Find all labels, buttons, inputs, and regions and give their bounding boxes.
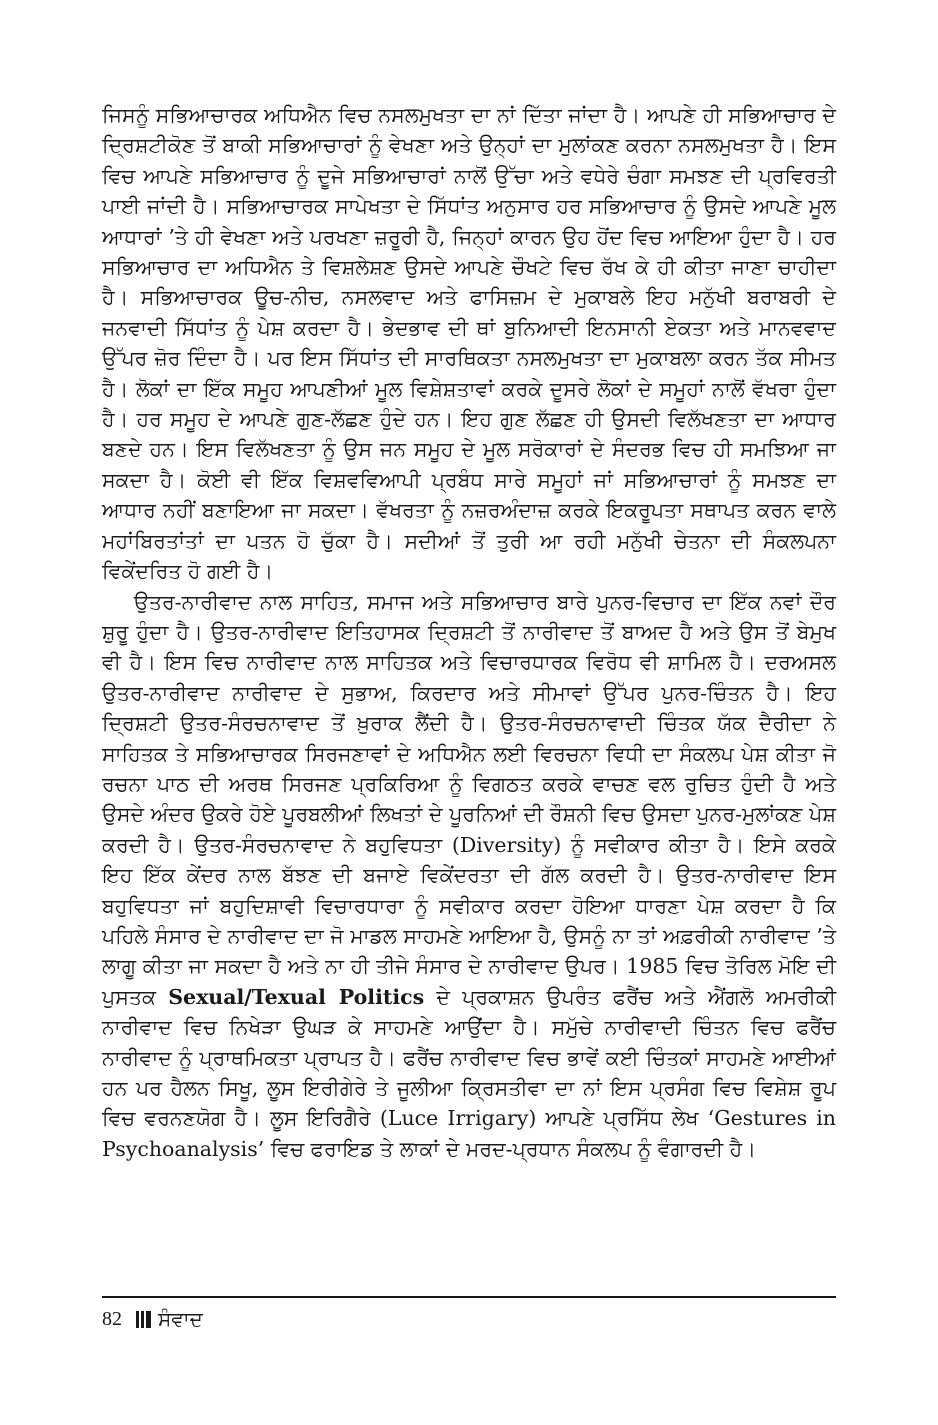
paragraph-1: ਜਿਸਨੂੰ ਸਭਿਆਚਾਰਕ ਅਧਿਐਨ ਵਿਚ ਨਸਲਮੁਖਤਾ ਦਾ ਨਾਂ ਦਿੱਤਾ ਜਾਂਦਾ ਹੈ। ਆਪਣੇ ਹੀ ਸਭਿਆਚਾਰ ਦੇ ਦ੍ਰਿਸ਼ਟੀਕੋਣ ਤੋਂ ਬਾਕੀ ਸਭਿਆਚਾਰਾਂ ਨੂੰ ਵੇਖਣਾ ਅਤੇ ਉਨ੍ਹਾਂ ਦਾ ਮੁਲਾਂਕਣ ਕਰਨਾ ਨਸਲਮੁਖਤਾ ਹੈ। ਇਸ ਵਿਚ ਆਪਣੇ ਸਭਿਆਚਾਰ ਨੂੰ ਦੂਜੇ ਸਭਿਆਚਾਰਾਂ ਨਾਲੋਂ ਉੱਚਾ ਅਤੇ ਵਧੇਰੇ ਚੰਗਾ ਸਮਝਣ ਦੀ ਪ੍ਰਵਿਰਤੀ ਪਾਈ ਜਾਂਦੀ ਹੈ। ਸਭਿਆਚਾਰਕ ਸਾਪੇਖਤਾ ਦੇ ਸਿੱਧਾਂਤ ਅਨੁਸਾਰ ਹਰ ਸਭਿਆਚਾਰ ਨੂੰ ਉਸਦੇ ਆਪਣੇ ਮੂਲ ਆਧਾਰਾਂ ’ਤੇ ਹੀ ਵੇਖਣਾ ਅਤੇ ਪਰਖਣਾ ਜ਼ਰੂਰੀ ਹੈ, ਜਿਨ੍ਹਾਂ ਕਾਰਨ ਉਹ ਹੋਂਦ ਵਿਚ ਆਇਆ ਹੁੰਦਾ ਹੈ। ਹਰ ਸਭਿਆਚਾਰ ਦਾ ਅਧਿਐਨ ਤੇ ਵਿਸ਼ਲੇਸ਼ਣ ਉਸਦੇ ਆਪਣੇ ਚੌਖਟੇ ਵਿਚ ਰੱਖ ਕੇ ਹੀ ਕੀਤਾ ਜਾਣਾ ਚਾਹੀਦਾ ਹੈ। ਸਭਿਆਚਾਰਕ ਊਚ-ਨੀਚ, ਨਸਲਵਾਦ ਅਤੇ ਫਾਸਿਜ਼ਮ ਦੇ ਮੁਕਾਬਲੇ ਇਹ ਮਨੁੱਖੀ ਬਰਾਬਰੀ ਦੇ ਜਨਵਾਦੀ ਸਿੱਧਾਂਤ ਨੂੰ ਪੇਸ਼ ਕਰਦਾ ਹੈ। ਭੇਦਭਾਵ ਦੀ ਥਾਂ ਬੁਨਿਆਦੀ ਇਨਸਾਨੀ ਏਕਤਾ ਅਤੇ ਮਾਨਵਵਾਦ ਉੱਪਰ ਜ਼ੋਰ ਦਿੰਦਾ ਹੈ। ਪਰ ਇਸ ਸਿੱਧਾਂਤ ਦੀ ਸਾਰਥਿਕਤਾ ਨਸਲਮੁਖਤਾ ਦਾ ਮੁਕਾਬਲਾ ਕਰਨ ਤੱਕ ਸੀਮਤ ਹੈ। ਲੋਕਾਂ ਦਾ ਇੱਕ ਸਮੂਹ ਆਪਣੀਆਂ ਮੂਲ ਵਿਸ਼ੇਸ਼ਤਾਵਾਂ ਕਰਕੇ ਦੂਸਰੇ ਲੋਕਾਂ ਦੇ ਸਮੂਹਾਂ ਨਾਲੋਂ ਵੱਖਰਾ ਹੁੰਦਾ ਹੈ। ਹਰ ਸਮੂਹ ਦੇ ਆਪਣੇ ਗੁਣ-ਲੱਛਣ ਹੁੰਦੇ ਹਨ। ਇਹ ਗੁਣ ਲੱਛਣ ਹੀ ਉਸਦੀ ਵਿਲੱਖਣਤਾ ਦਾ ਆਧਾਰ ਬਣਦੇ ਹਨ। ਇਸ ਵਿਲੱਖਣਤਾ ਨੂੰ ਉਸ ਜਨ ਸਮੂਹ ਦੇ ਮੂਲ ਸਰੋਕਾਰਾਂ ਦੇ ਸੰਦਰਭ ਵਿਚ ਹੀ ਸਮਝਿਆ ਜਾ ਸਕਦਾ ਹੈ। ਕੋਈ ਵੀ ਇੱਕ ਵਿਸ਼ਵਵਿਆਪੀ ਪ੍ਰਬੰਧ ਸਾਰੇ ਸਮੂਹਾਂ ਜਾਂ ਸਭਿਆਚਾਰਾਂ ਨੂੰ ਸਮਝਣ ਦਾ ਆਧਾਰ ਨਹੀਂ ਬਣਾਇਆ ਜਾ ਸਕਦਾ। ਵੱਖਰਤਾ ਨੂੰ ਨਜ਼ਰਅੰਦਾਜ਼ ਕਰਕੇ ਇਕਰੂਪਤਾ ਸਥਾਪਤ ਕਰਨ ਵਾਲੇ ਮਹਾਂਬਿਰਤਾਂਤਾਂ ਦਾ ਪਤਨ ਹੋ ਚੁੱਕਾ ਹੈ। ਸਦੀਆਂ ਤੋਂ ਤੁਰੀ ਆ ਰਹੀ ਮਨੁੱਖੀ ਚੇਤਨਾ ਦੀ ਸੰਕਲਪਨਾ ਵਿਕੇਂਦਰਿਤ ਹੋ ਗਈ ਹੈ। [102,103,836,584]
footer-rule [102,1296,836,1298]
page-body [102,100,836,1164]
paragraph-2 [102,587,836,1165]
paragraph-2-text-b: ਦੇ ਪ੍ਰਕਾਸ਼ਨ ਉਪਰੰਤ ਫਰੈਂਚ ਅਤੇ ਐਂਗਲੋ ਅਮਰੀਕੀ ਨਾਰੀਵਾਦ ਵਿਚ ਨਿਖੇੜਾ ਉਘੜ ਕੇ ਸਾਹਮਣੇ ਆਉਂਦਾ ਹੈ। ਸਮੁੱਚੇ ਨਾਰੀਵਾਦੀ ਚਿੰਤਨ ਵਿਚ ਫਰੈਂਚ ਨਾਰੀਵਾਦ ਨੂੰ ਪ੍ਰਾਥਮਿਕਤਾ ਪ੍ਰਾਪਤ ਹੈ। ਫਰੈਂਚ ਨਾਰੀਵਾਦ ਵਿਚ ਭਾਵੇਂ ਕਈ ਚਿੰਤਕਾਂ ਸਾਹਮਣੇ ਆਈਆਂ ਹਨ ਪਰ ਹੈਲਨ ਸਿਖੂ, ਲੂਸ ਇਰੀਗੇਰੇ ਤੇ ਜੂਲੀਆ ਕ੍ਰਿਸਤੀਵਾ ਦਾ ਨਾਂ ਇਸ ਪ੍ਰਸੰਗ ਵਿਚ ਵਿਸ਼ੇਸ਼ ਰੂਪ ਵਿਚ ਵਰਨਣਯੋਗ ਹੈ। ਲੂਸ ਇਰਿਗੈਰੇ (Luce Irrigary) ਆਪਣੇ ਪ੍ਰਸਿੱਧ ਲੇਖ ‘Gestures in Psychoanalysis’ ਵਿਚ ਫਰਾਇਡ ਤੇ ਲਾਕਾਂ ਦੇ ਮਰਦ-ਪ੍ਰਧਾਨ ਸੰਕਲਪ ਨੂੰ ਵੰਗਾਰਦੀ ਹੈ। [102,984,836,1161]
book-title: Sexual/Texual Politics [168,984,425,1009]
page-footer [102,1296,836,1332]
page-number: 82 [102,1308,122,1330]
bars-icon [136,1311,153,1328]
paragraph-2-text-a: ਉਤਰ-ਨਾਰੀਵਾਦ ਨਾਲ ਸਾਹਿਤ, ਸਮਾਜ ਅਤੇ ਸਭਿਆਚਾਰ ਬਾਰੇ ਪੁਨਰ-ਵਿਚਾਰ ਦਾ ਇੱਕ ਨਵਾਂ ਦੌਰ ਸ਼ੁਰੂ ਹੁੰਦਾ ਹੈ। ਉਤਰ-ਨਾਰੀਵਾਦ ਇਤਿਹਾਸਕ ਦ੍ਰਿਸ਼ਟੀ ਤੋਂ ਨਾਰੀਵਾਦ ਤੋਂ ਬਾਅਦ ਹੈ ਅਤੇ ਉਸ ਤੋਂ ਬੇਮੁਖ ਵੀ ਹੈ। ਇਸ ਵਿਚ ਨਾਰੀਵਾਦ ਨਾਲ ਸਾਹਿਤਕ ਅਤੇ ਵਿਚਾਰਧਾਰਕ ਵਿਰੋਧ ਵੀ ਸ਼ਾਮਿਲ ਹੈ। ਦਰਅਸਲ ਉਤਰ-ਨਾਰੀਵਾਦ ਨਾਰੀਵਾਦ ਦੇ ਸੁਭਾਅ, ਕਿਰਦਾਰ ਅਤੇ ਸੀਮਾਵਾਂ ਉੱਪਰ ਪੁਨਰ-ਚਿੰਤਨ ਹੈ। ਇਹ ਦ੍ਰਿਸ਼ਟੀ ਉਤਰ-ਸੰਰਚਨਾਵਾਦ ਤੋਂ ਖ਼ੁਰਾਕ ਲੈਂਦੀ ਹੈ। ਉਤਰ-ਸੰਰਚਨਾਵਾਦੀ ਚਿੰਤਕ ਯੱਕ ਦੈਰੀਦਾ ਨੇ ਸਾਹਿਤਕ ਤੇ ਸਭਿਆਚਾਰਕ ਸਿਰਜਣਾਵਾਂ ਦੇ ਅਧਿਐਨ ਲਈ ਵਿਰਚਨਾ ਵਿਧੀ ਦਾ ਸੰਕਲਪ ਪੇਸ਼ ਕੀਤਾ ਜੋ ਰਚਨਾ ਪਾਠ ਦੀ ਅਰਥ ਸਿਰਜਣ ਪ੍ਰਕਿਰਿਆ ਨੂੰ ਵਿਗਠਤ ਕਰਕੇ ਵਾਚਣ ਵਲ ਰੁਚਿਤ ਹੁੰਦੀ ਹੈ ਅਤੇ ਉਸਦੇ ਅੰਦਰ ਉਕਰੇ ਹੋਏ ਪੂਰਬਲੀਆਂ ਲਿਖਤਾਂ ਦੇ ਪੂਰਨਿਆਂ ਦੀ ਰੌਸ਼ਨੀ ਵਿਚ ਉਸਦਾ ਪੁਨਰ-ਮੁਲਾਂਕਣ ਪੇਸ਼ ਕਰਦੀ ਹੈ। ਉਤਰ-ਸੰਰਚਨਾਵਾਦ ਨੇ ਬਹੁਵਿਧਤਾ (Diversity) ਨੂੰ ਸਵੀਕਾਰ ਕੀਤਾ ਹੈ। ਇਸੇ ਕਰਕੇ ਇਹ ਇੱਕ ਕੇਂਦਰ ਨਾਲ ਬੱਝਣ ਦੀ ਬਜਾਏ ਵਿਕੇਂਦਰਤਾ ਦੀ ਗੱਲ ਕਰਦੀ ਹੈ। ਉਤਰ-ਨਾਰੀਵਾਦ ਇਸ ਬਹੁਵਿਧਤਾ ਜਾਂ ਬਹੁਦਿਸ਼ਾਵੀ ਵਿਚਾਰਧਾਰਾ ਨੂੰ ਸਵੀਕਾਰ ਕਰਦਾ ਹੋਇਆ ਧਾਰਣਾ ਪੇਸ਼ ਕਰਦਾ ਹੈ ਕਿ ਪਹਿਲੇ ਸੰਸਾਰ ਦੇ ਨਾਰੀਵਾਦ ਦਾ ਜੋ ਮਾਡਲ ਸਾਹਮਣੇ ਆਇਆ ਹੈ, ਉਸਨੂੰ ਨਾ ਤਾਂ ਅਫ਼ਰੀਕੀ ਨਾਰੀਵਾਦ ’ਤੇ ਲਾਗੂ ਕੀਤਾ ਜਾ ਸਕਦਾ ਹੈ ਅਤੇ ਨਾ ਹੀ ਤੀਜੇ ਸੰਸਾਰ ਦੇ ਨਾਰੀਵਾਦ ਉਪਰ। 1985 ਵਿਚ ਤੋਰਿਲ ਮੋਇ ਦੀ ਪੁਸਤਕ [102,589,836,1009]
footer-line [102,1306,836,1332]
journal-name: ਸੰਵਾਦ [158,1307,203,1331]
